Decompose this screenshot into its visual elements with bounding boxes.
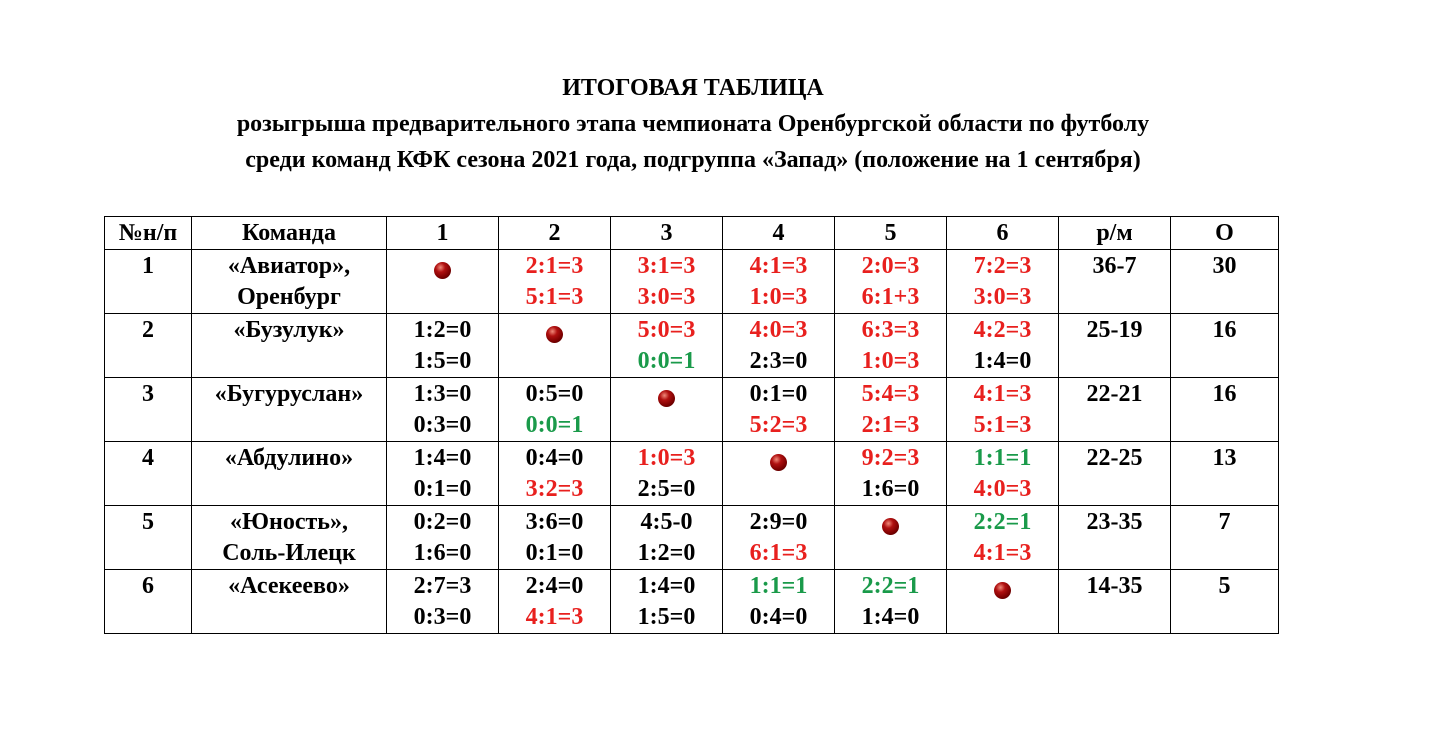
team-name-line: «Абдулино» xyxy=(224,445,354,471)
match-result-cell xyxy=(723,378,835,442)
goal-difference xyxy=(1059,314,1171,378)
team-name xyxy=(192,250,387,314)
points xyxy=(1171,250,1279,314)
match-score: 0:1=0 xyxy=(525,540,584,566)
row-number xyxy=(105,314,192,378)
col-header-opp-3: 3 xyxy=(611,217,723,250)
match-result-cell xyxy=(499,506,611,570)
match-result-cell xyxy=(723,250,835,314)
match-result-cell xyxy=(835,250,947,314)
match-result-cell xyxy=(499,378,611,442)
points xyxy=(1171,314,1279,378)
ball-icon xyxy=(546,326,563,343)
match-score: 4:0=3 xyxy=(749,317,808,343)
col-header-goals: р/м xyxy=(1059,217,1171,250)
team-name-line: Соль-Илецк xyxy=(222,540,356,566)
match-result-cell xyxy=(611,506,723,570)
goal-difference-text: 25-19 xyxy=(1086,317,1143,343)
col-header-team: Команда xyxy=(192,217,387,250)
match-score: 0:1=0 xyxy=(413,476,472,502)
heading-subtitle-1: розыгрыша предварительного этапа чемпионата Оренбургской области по футболу xyxy=(236,111,1150,137)
team-name xyxy=(192,314,387,378)
match-score: 4:5-0 xyxy=(640,509,693,535)
match-score: 2:4=0 xyxy=(525,573,584,599)
goal-difference xyxy=(1059,570,1171,634)
col-header-opp-2: 2 xyxy=(499,217,611,250)
match-result-cell xyxy=(723,314,835,378)
match-score: 4:1=3 xyxy=(973,540,1032,566)
match-result-cell xyxy=(611,250,723,314)
points xyxy=(1171,378,1279,442)
table-row xyxy=(105,506,1279,570)
match-result-cell xyxy=(947,250,1059,314)
match-score: 2:9=0 xyxy=(749,509,808,535)
match-score: 0:0=1 xyxy=(637,348,696,374)
match-result-cell xyxy=(387,506,499,570)
match-result-cell xyxy=(611,314,723,378)
team-name-line: «Авиатор», xyxy=(227,253,351,279)
ball-icon xyxy=(434,262,451,279)
match-score: 1:1=1 xyxy=(749,573,808,599)
match-score: 1:1=1 xyxy=(973,445,1032,471)
match-score: 6:3=3 xyxy=(861,317,920,343)
match-score: 3:2=3 xyxy=(525,476,584,502)
ball-icon xyxy=(770,454,787,471)
table-heading xyxy=(0,70,1386,178)
col-header-opp-5: 5 xyxy=(835,217,947,250)
ball-icon xyxy=(994,582,1011,599)
match-score: 1:4=0 xyxy=(973,348,1032,374)
match-result-cell xyxy=(947,506,1059,570)
goal-difference xyxy=(1059,442,1171,506)
match-score: 4:1=3 xyxy=(749,253,808,279)
match-score: 5:2=3 xyxy=(749,412,808,438)
match-score: 3:0=3 xyxy=(637,284,696,310)
table-row xyxy=(105,570,1279,634)
match-score: 5:1=3 xyxy=(525,284,584,310)
match-score: 5:4=3 xyxy=(861,381,920,407)
goal-difference xyxy=(1059,378,1171,442)
match-score: 1:2=0 xyxy=(413,317,472,343)
ball-icon xyxy=(882,518,899,535)
team-name xyxy=(192,506,387,570)
match-score: 2:0=3 xyxy=(861,253,920,279)
standings-table xyxy=(104,216,1279,634)
match-score: 0:5=0 xyxy=(525,381,584,407)
col-header-opp-6: 6 xyxy=(947,217,1059,250)
match-result-cell xyxy=(499,570,611,634)
goal-difference-text: 36-7 xyxy=(1092,253,1137,279)
self-match-cell xyxy=(611,378,723,442)
heading-title: ИТОГОВАЯ ТАБЛИЦА xyxy=(562,75,824,101)
match-score: 2:3=0 xyxy=(749,348,808,374)
match-score: 0:3=0 xyxy=(413,604,472,630)
match-score: 1:4=0 xyxy=(861,604,920,630)
match-score: 0:3=0 xyxy=(413,412,472,438)
match-result-cell xyxy=(723,570,835,634)
match-result-cell xyxy=(947,378,1059,442)
match-score: 0:4=0 xyxy=(525,445,584,471)
self-match-cell xyxy=(387,250,499,314)
goal-difference-text: 23-35 xyxy=(1086,509,1143,535)
match-score: 2:1=3 xyxy=(525,253,584,279)
goal-difference xyxy=(1059,250,1171,314)
match-result-cell xyxy=(835,378,947,442)
team-name-line: «Бузулук» xyxy=(233,317,345,343)
points-text: 7 xyxy=(1218,509,1231,535)
row-number-text: 5 xyxy=(142,509,154,535)
standings-body xyxy=(105,250,1279,634)
col-header-points: О xyxy=(1171,217,1279,250)
row-number xyxy=(105,506,192,570)
team-name xyxy=(192,570,387,634)
match-score: 0:2=0 xyxy=(413,509,472,535)
points xyxy=(1171,442,1279,506)
match-result-cell xyxy=(611,570,723,634)
row-number-text: 4 xyxy=(142,445,154,471)
match-result-cell xyxy=(947,314,1059,378)
self-match-cell xyxy=(723,442,835,506)
goal-difference-text: 22-25 xyxy=(1086,445,1143,471)
goal-difference-text: 22-21 xyxy=(1086,381,1143,407)
match-score: 3:0=3 xyxy=(973,284,1032,310)
match-score: 1:0=3 xyxy=(861,348,920,374)
match-score: 9:2=3 xyxy=(861,445,920,471)
points-text: 5 xyxy=(1218,573,1231,599)
match-score: 2:2=1 xyxy=(861,573,920,599)
team-name-line: «Бугуруслан» xyxy=(214,381,364,407)
match-score: 5:0=3 xyxy=(637,317,696,343)
match-score: 1:6=0 xyxy=(413,540,472,566)
match-result-cell xyxy=(387,378,499,442)
team-name xyxy=(192,378,387,442)
match-score: 4:1=3 xyxy=(973,381,1032,407)
header-row xyxy=(105,217,1279,250)
match-result-cell xyxy=(499,250,611,314)
match-score: 1:4=0 xyxy=(637,573,696,599)
match-score: 6:1+3 xyxy=(861,284,920,310)
row-number xyxy=(105,378,192,442)
points-text: 16 xyxy=(1212,381,1237,407)
match-score: 3:1=3 xyxy=(637,253,696,279)
goal-difference-text: 14-35 xyxy=(1086,573,1143,599)
match-score: 1:5=0 xyxy=(413,348,472,374)
match-score: 2:1=3 xyxy=(861,412,920,438)
row-number xyxy=(105,570,192,634)
row-number xyxy=(105,250,192,314)
match-score: 2:2=1 xyxy=(973,509,1032,535)
col-header-opp-4: 4 xyxy=(723,217,835,250)
table-row xyxy=(105,442,1279,506)
row-number-text: 2 xyxy=(142,317,154,343)
table-row xyxy=(105,378,1279,442)
heading-subtitle-2: среди команд КФК сезона 2021 года, подгруппа «Запад» (положение на 1 сентября) xyxy=(245,147,1141,173)
match-result-cell xyxy=(835,314,947,378)
team-name-line: Оренбург xyxy=(237,284,341,310)
team-name-line: «Юность», xyxy=(230,509,348,535)
team-name xyxy=(192,442,387,506)
points-text: 30 xyxy=(1212,253,1237,279)
ball-icon xyxy=(658,390,675,407)
match-score: 7:2=3 xyxy=(973,253,1032,279)
self-match-cell xyxy=(499,314,611,378)
match-result-cell xyxy=(387,442,499,506)
match-score: 3:6=0 xyxy=(525,509,584,535)
match-score: 4:2=3 xyxy=(973,317,1032,343)
match-score: 5:1=3 xyxy=(973,412,1032,438)
match-score: 2:7=3 xyxy=(413,573,472,599)
points xyxy=(1171,570,1279,634)
match-score: 4:1=3 xyxy=(525,604,584,630)
match-score: 1:5=0 xyxy=(637,604,696,630)
match-result-cell xyxy=(723,506,835,570)
match-result-cell xyxy=(835,570,947,634)
goal-difference xyxy=(1059,506,1171,570)
points xyxy=(1171,506,1279,570)
match-result-cell xyxy=(611,442,723,506)
match-score: 1:2=0 xyxy=(637,540,696,566)
col-header-opp-1: 1 xyxy=(387,217,499,250)
match-result-cell xyxy=(387,570,499,634)
points-text: 13 xyxy=(1212,445,1237,471)
table-row xyxy=(105,314,1279,378)
match-score: 0:0=1 xyxy=(525,412,584,438)
team-name-line: «Асекеево» xyxy=(228,573,350,599)
match-score: 1:4=0 xyxy=(413,445,472,471)
match-score: 0:4=0 xyxy=(749,604,808,630)
row-number-text: 6 xyxy=(142,573,154,599)
row-number xyxy=(105,442,192,506)
points-text: 16 xyxy=(1212,317,1237,343)
match-score: 1:0=3 xyxy=(637,445,696,471)
match-score: 1:6=0 xyxy=(861,476,920,502)
match-result-cell xyxy=(387,314,499,378)
match-result-cell xyxy=(499,442,611,506)
col-header-num: №н/п xyxy=(105,217,192,250)
match-result-cell xyxy=(835,442,947,506)
row-number-text: 1 xyxy=(142,253,154,279)
self-match-cell xyxy=(947,570,1059,634)
match-result-cell xyxy=(947,442,1059,506)
self-match-cell xyxy=(835,506,947,570)
row-number-text: 3 xyxy=(142,381,154,407)
match-score: 6:1=3 xyxy=(749,540,808,566)
match-score: 4:0=3 xyxy=(973,476,1032,502)
match-score: 1:3=0 xyxy=(413,381,472,407)
match-score: 0:1=0 xyxy=(749,381,808,407)
table-row xyxy=(105,250,1279,314)
match-score: 2:5=0 xyxy=(637,476,696,502)
match-score: 1:0=3 xyxy=(749,284,808,310)
